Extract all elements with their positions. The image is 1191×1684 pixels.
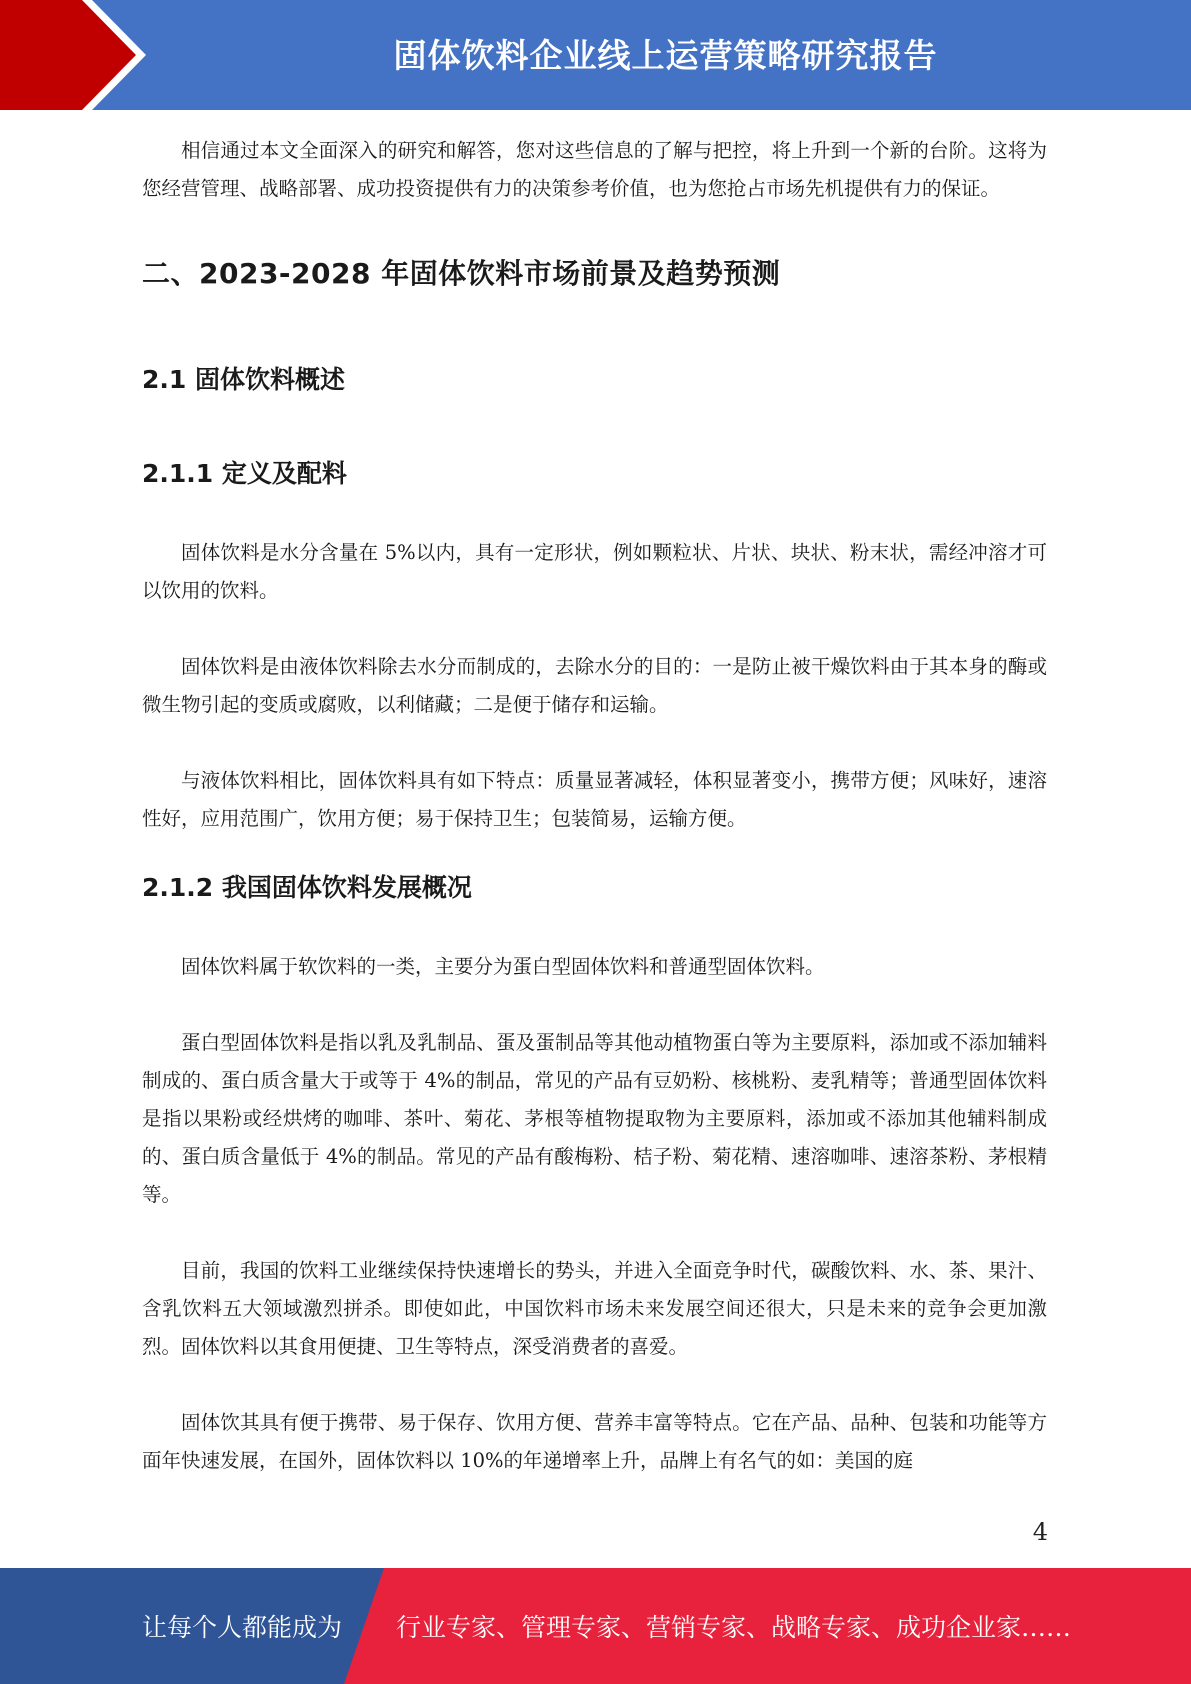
protein-paragraph: 蛋白型固体饮料是指以乳及乳制品、蛋及蛋制品等其他动植物蛋白等为主要原料，添加或不添加辅料制成的、蛋白质含量大于或等于 4%的制品，常见的产品有豆奶粉、核桃粉、麦乳精等；普通型固体饮料是指以果粉或经烘烤的咖啡、茶叶、菊花、茅根等植物提取物为主要原料，添加或不添加其他辅料制成的、蛋白质含量低于 4%的制品。常见的产品有酸梅粉、桔子粉、菊花精、速溶咖啡、速溶茶粉、茅根精等。 <box>142 1031 1047 1206</box>
subsection-2-1-1-title: 2.1.1 定义及配料 <box>142 459 347 488</box>
page-number: 4 <box>1032 1518 1048 1546</box>
current-status-paragraph: 目前，我国的饮料工业继续保持快速增长的势头，并进入全面竞争时代，碳酸饮料、水、茶、果汁、含乳饮料五大领域激烈拼杀。即使如此，中国饮料市场未来发展空间还很大，只是未来的竞争会更加激烈。固体饮料以其食用便捷、卫生等特点，深受消费者的喜爱。 <box>142 1259 1047 1358</box>
section-title: 二、2023-2028 年固体饮料市场前景及趋势预测 <box>142 257 781 290</box>
features-paragraph: 与液体饮料相比，固体饮料具有如下特点：质量显著减轻，体积显著变小，携带方便；风味好，速溶性好，应用范围广，饮用方便；易于保持卫生；包装简易，运输方便。 <box>142 769 1047 830</box>
footer-slogan-right: 行业专家、管理专家、营销专家、战略专家、成功企业家…… <box>396 1613 1072 1642</box>
footer-slogan-left: 让每个人都能成为 <box>142 1613 343 1642</box>
header-arrow-decoration <box>0 0 160 110</box>
page-footer <box>0 1568 1191 1684</box>
document-body <box>142 132 1047 1480</box>
definition-paragraph: 固体饮料是水分含量在 5%以内，具有一定形状，例如颗粒状、片状、块状、粉末状，需经冲溶才可以饮用的饮料。 <box>142 541 1047 602</box>
process-paragraph: 固体饮料是由液体饮料除去水分而制成的，去除水分的目的：一是防止被干燥饮料由于其本身的酶或微生物引起的变质或腐败，以利储藏；二是便于储存和运输。 <box>142 655 1047 716</box>
intro-paragraph: 相信通过本文全面深入的研究和解答，您对这些信息的了解与把控，将上升到一个新的台阶。这将为您经营管理、战略部署、成功投资提供有力的决策参考价值，也为您抢占市场先机提供有力的保证。 <box>142 139 1047 200</box>
page-header <box>0 0 1191 110</box>
report-title: 固体饮料企业线上运营策略研究报告 <box>393 35 938 75</box>
types-paragraph: 固体饮料属于软饮料的一类，主要分为蛋白型固体饮料和普通型固体饮料。 <box>181 955 825 978</box>
growth-paragraph: 固体饮其具有便于携带、易于保存、饮用方便、营养丰富等特点。它在产品、品种、包装和功能等方面年快速发展，在国外，固体饮料以 10%的年递增率上升，品牌上有名气的如：美国的庭 <box>142 1411 1047 1472</box>
subsection-2-1-title: 2.1 固体饮料概述 <box>142 365 345 394</box>
subsection-2-1-2-title: 2.1.2 我国固体饮料发展概况 <box>142 873 472 902</box>
